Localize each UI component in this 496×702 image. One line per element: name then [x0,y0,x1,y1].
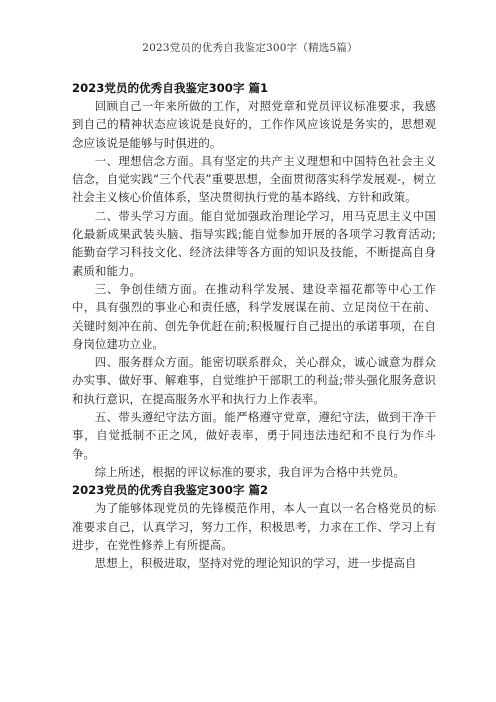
section-heading: 2023党员的优秀自我鉴定300字 篇2 [72,483,269,498]
section-1 [72,79,436,481]
paragraph: 四、服务群众方面。能密切联系群众，关心群众，诚心诚意为群众办实事、做好事、解难事，自觉维护干部职工的利益;带头强化服务意识和执行意识，在提高服务水平和执行力上作表率。 [72,355,436,406]
paragraph: 为了能够体现党员的先锋模范作用，本人一直以一名合格党员的标准要求自己，认真学习，努力工作，积极思考，力求在工作、学习上有进步，在党性修养上有所提高。 [72,501,436,552]
paragraph: 综上所述，根据的评议标准的要求，我自评为合格中共党员。 [94,464,406,479]
paragraph: 一、理想信念方面。具有坚定的共产主义理想和中国特色社会主义信念，自觉实践“三个代表”重要思想，全面贯彻落实科学发展观-，树立社会主义核心价值体系，坚决贯彻执行党的基本路线、方针和政策。 [72,153,436,205]
paragraph: 二、带头学习方面。能自觉加强政治理论学习，用马克思主义中国化最新成果武装头脑、指导实践;能自觉参加开展的各项学习教育活动;能勤奋学习科技文化、经济法律等各方面的知识及技能，不断提高自身素质和能力。 [72,208,436,278]
paragraph: 思想上，积极进取，坚持对党的理论知识的学习，进一步提高自 [94,556,417,571]
paragraph: 三、争创佳绩方面。在推动科学发展、建设幸福花都等中心工作中，具有强烈的事业心和责任感，科学发展谋在前、立足岗位干在前、关键时刻冲在前、创先争优赶在前;积极履行自己提出的承诺事项，在自身岗位建功立业。 [72,281,436,351]
paragraph: 回顾自己一年来所做的工作，对照党章和党员评议标准要求，我感到自己的精神状态应该说是良好的，工作作风应该说是务实的，思想观念应该说是能够与时俱进的。 [72,99,436,150]
paragraph: 五、带头遵纪守法方面。能严格遵守党章，遵纪守法，做到干净干事，自觉抵制不正之风，做好表率，勇于同违法违纪和不良行为作斗争。 [72,410,436,461]
document-title: 2023党员的优秀自我鉴定300字（精选5篇） [142,42,358,54]
section-heading: 2023党员的优秀自我鉴定300字 篇1 [72,81,269,95]
section-2 [72,481,436,572]
